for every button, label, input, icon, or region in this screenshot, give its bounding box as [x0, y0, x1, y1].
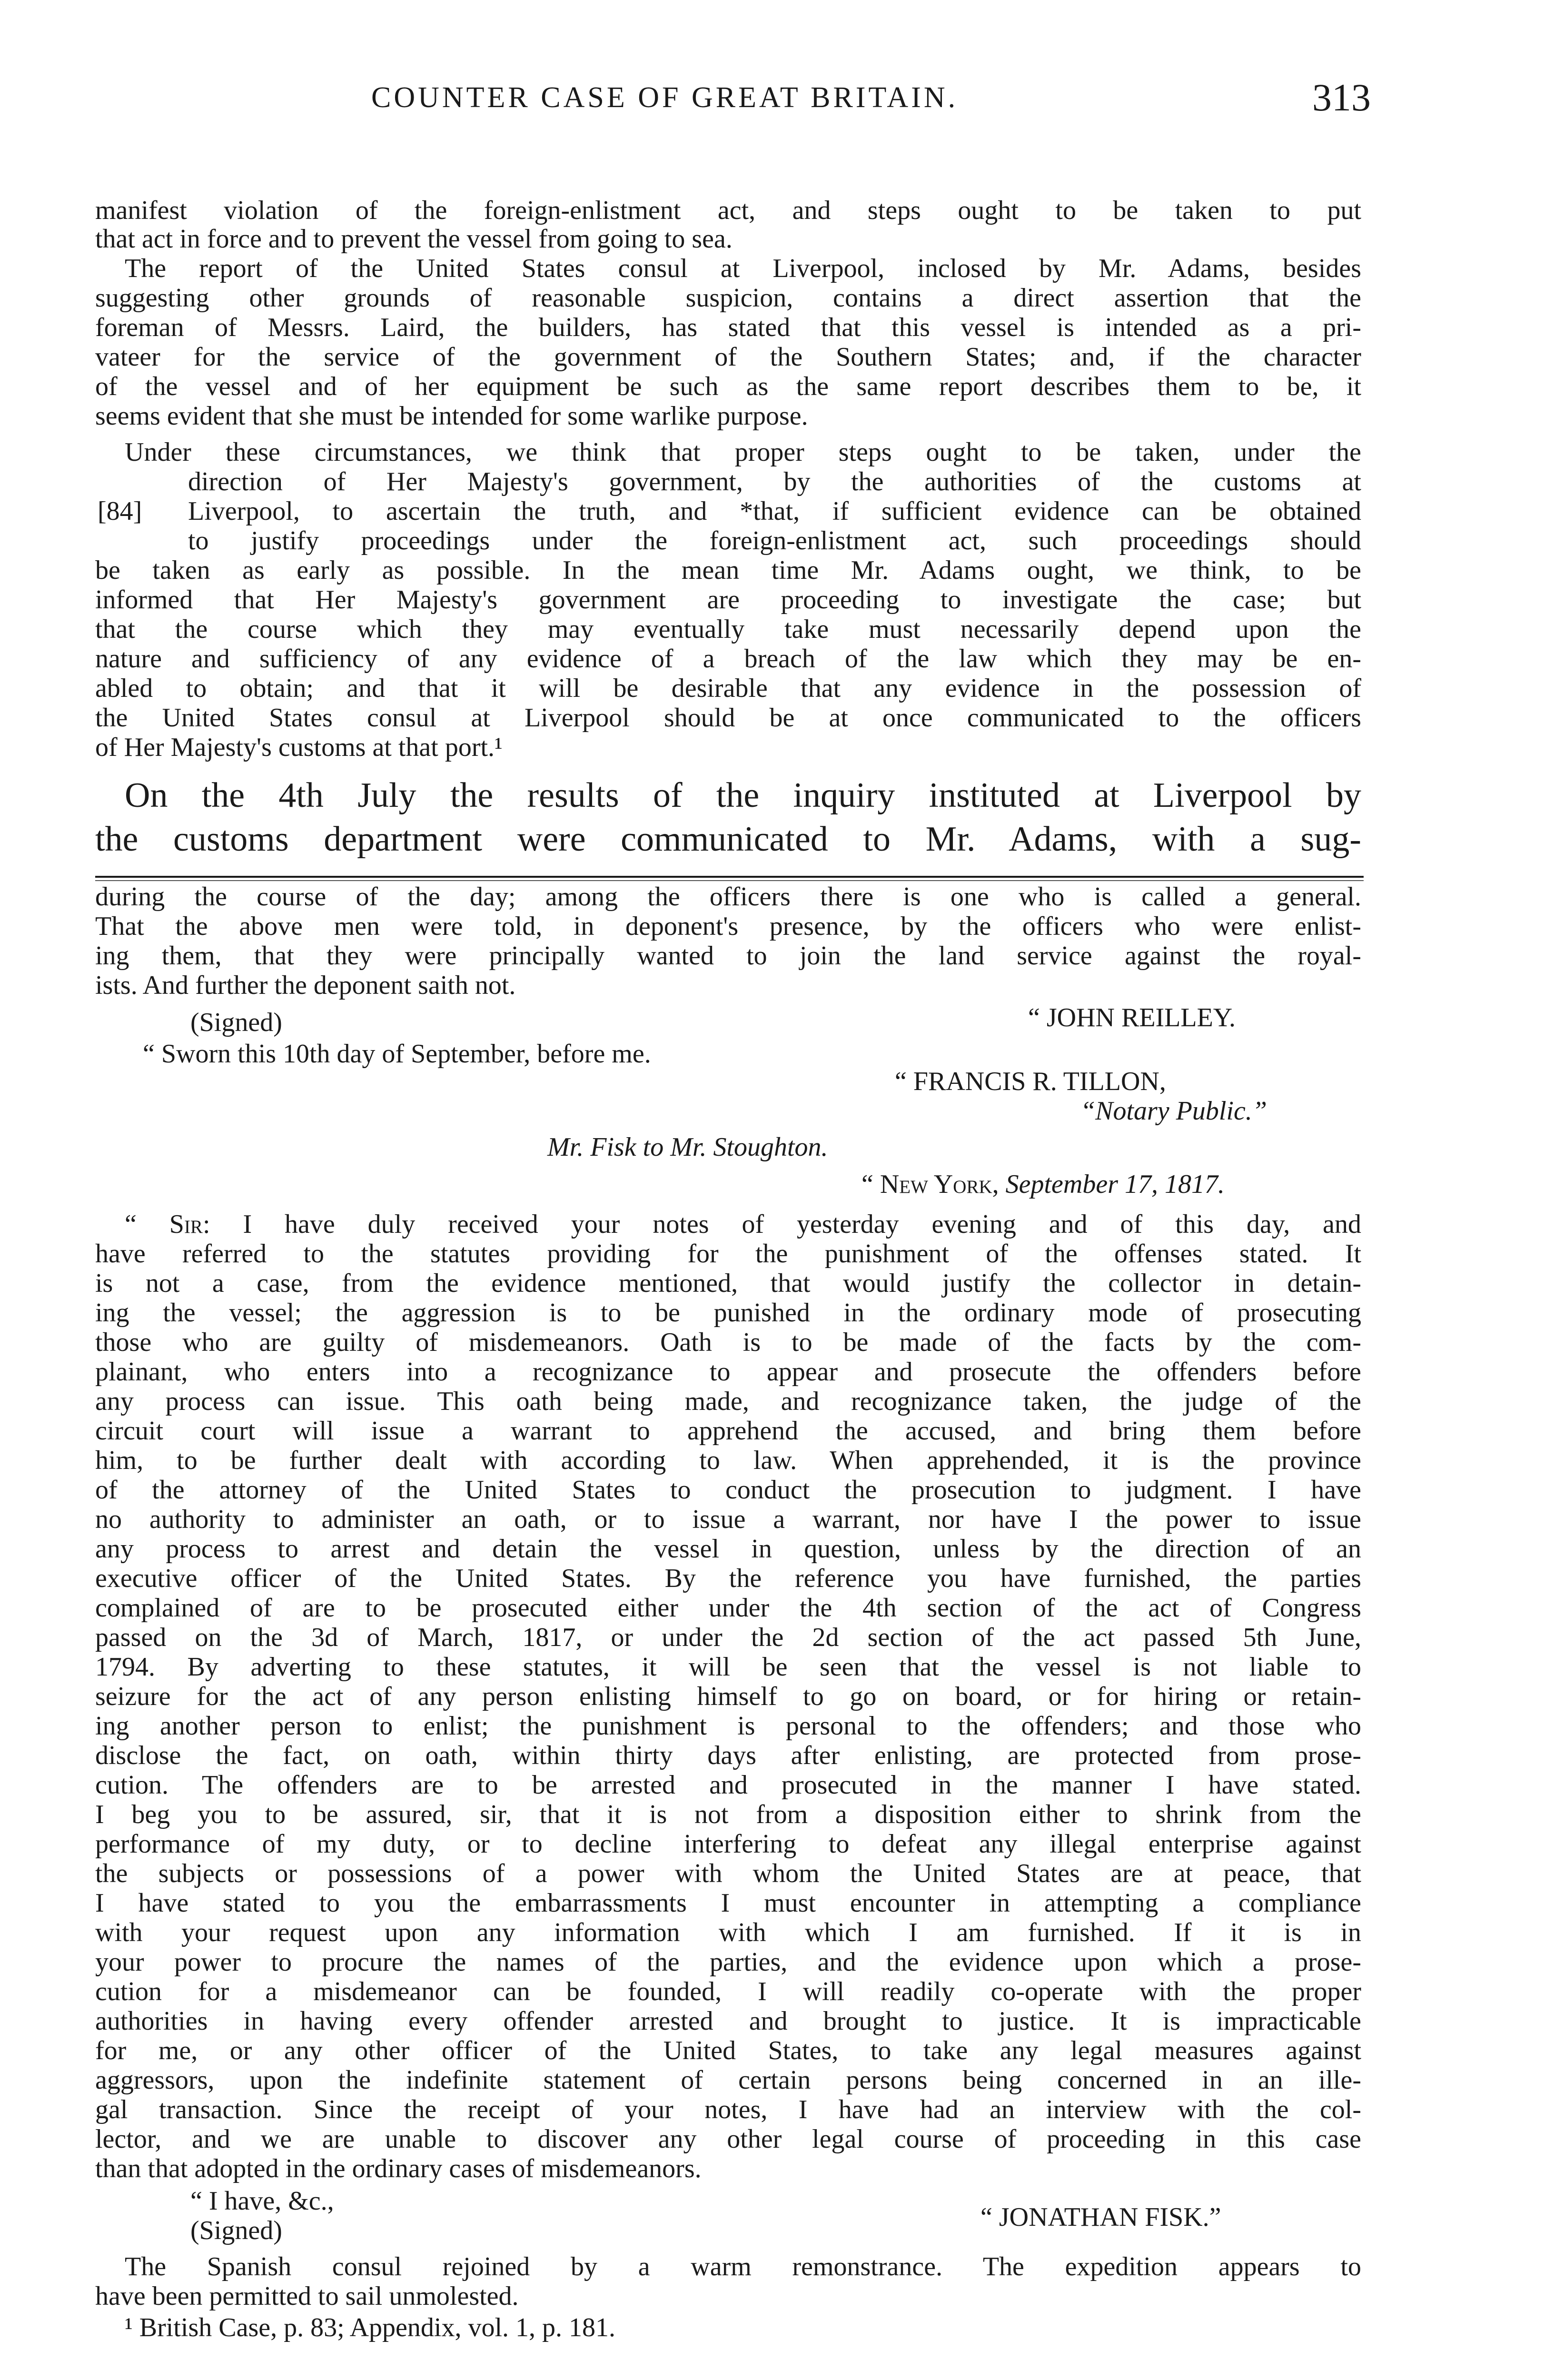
- letter-heading: Mr. Fisk to Mr. Stoughton.: [547, 1132, 828, 1162]
- text-line: the United States consul at Liverpool should be at once communicated to the officers: [95, 703, 1361, 733]
- text-line: Liverpool, to ascertain the truth, and *that, if sufficient evidence can be obtained: [188, 496, 1361, 526]
- text-line: have referred to the statutes providing for the punishment of the offenses stated. It: [95, 1239, 1361, 1269]
- running-title: COUNTER CASE OF GREAT BRITAIN.: [371, 81, 959, 114]
- text-line: that the course which they may eventually take must necessarily depend upon the: [95, 615, 1361, 644]
- text-line: disclose the fact, on oath, within thirty days after enlisting, are protected from prose-: [95, 1741, 1361, 1770]
- text-line: passed on the 3d of March, 1817, or under the 2d section of the act passed 5th June,: [95, 1623, 1361, 1652]
- text-line: the subjects or possessions of a power with whom the United States are at peace, that: [95, 1859, 1361, 1888]
- text-line: suggesting other grounds of reasonable suspicion, contains a direct assertion that the: [95, 283, 1361, 313]
- text-line: him, to be further dealt with according to law. When apprehended, it is the province: [95, 1446, 1361, 1475]
- signed-label: (Signed): [190, 1008, 282, 1037]
- dateline-date: September 17, 1817.: [1005, 1170, 1225, 1199]
- text-line: be taken as early as possible. In the mean time Mr. Adams ought, we think, to be: [95, 555, 1361, 585]
- text-line: seems evident that she must be intended for some warlike purpose.: [95, 401, 808, 431]
- text-line: aggressors, upon the indefinite statement of certain persons being concerned in an ille-: [95, 2065, 1361, 2095]
- text-line: That the above men were told, in deponent's presence, by the officers who were enlist-: [95, 912, 1361, 941]
- salutation: “ Sir:: [125, 1210, 210, 1239]
- signed-label: (Signed): [190, 2216, 282, 2245]
- page-number: 313: [1312, 76, 1371, 119]
- margin-reference: [84]: [98, 496, 142, 526]
- text-line: performance of my duty, or to decline interfering to defeat any illegal enterprise against: [95, 1829, 1361, 1859]
- text-line: your power to procure the names of the parties, and the evidence upon which a prose-: [95, 1947, 1361, 1977]
- text-line: no authority to administer an oath, or to issue a warrant, nor have I the power to issue: [95, 1505, 1361, 1534]
- text-line: have been permitted to sail unmolested.: [95, 2281, 519, 2311]
- text-line: foreman of Messrs. Laird, the builders, has stated that this vessel is intended as a pri-: [95, 313, 1361, 342]
- text-line: any process can issue. This oath being made, and recognizance taken, the judge of the: [95, 1387, 1361, 1416]
- text-line: that act in force and to prevent the vessel from going to sea.: [95, 224, 732, 254]
- text-line: seizure for the act of any person enlisting himself to go on board, or for hiring or retain-: [95, 1682, 1361, 1711]
- text-line: cution. The offenders are to be arrested and prosecuted in the manner I have stated.: [95, 1770, 1361, 1800]
- text-line: The report of the United States consul at Liverpool, inclosed by Mr. Adams, besides: [125, 254, 1361, 283]
- footnote: ¹ British Case, p. 83; Appendix, vol. 1, p. 181.: [125, 2313, 615, 2342]
- letter-dateline: “ New York, September 17, 1817.: [861, 1170, 1225, 1199]
- text-line: cution for a misdemeanor can be founded, I will readily co-operate with the proper: [95, 1977, 1361, 2006]
- section-rule: [95, 876, 1364, 878]
- text-line: of the attorney of the United States to conduct the prosecution to judgment. I have: [95, 1475, 1361, 1505]
- text-line: gal transaction. Since the receipt of your notes, I have had an interview with the col-: [95, 2095, 1361, 2124]
- text-line: any process to arrest and detain the vessel in question, unless by the direction of an: [95, 1534, 1361, 1564]
- text-line: The Spanish consul rejoined by a warm remonstrance. The expedition appears to: [125, 2252, 1361, 2281]
- text-line: of Her Majesty's customs at that port.¹: [95, 733, 503, 762]
- text-line: than that adopted in the ordinary cases of misdemeanors.: [95, 2154, 702, 2183]
- text-line: circuit court will issue a warrant to apprehend the accused, and bring them before: [95, 1416, 1361, 1446]
- text-line: ing them, that they were principally wanted to join the land service against the royal-: [95, 941, 1361, 971]
- text-line: during the course of the day; among the officers there is one who is called a general.: [95, 882, 1361, 912]
- text-line: executive officer of the United States. By the reference you have furnished, the parties: [95, 1564, 1361, 1593]
- text-line: nature and sufficiency of any evidence of a breach of the law which they may be en-: [95, 644, 1361, 674]
- text-line: On the 4th July the results of the inquiry instituted at Liverpool by: [125, 776, 1361, 815]
- notary-title: “Notary Public.”: [1080, 1096, 1267, 1126]
- text-line: the customs department were communicated to Mr. Adams, with a sug-: [95, 820, 1361, 859]
- text-line: of the vessel and of her equipment be such as the same report describes them to be, it: [95, 372, 1361, 401]
- text-line: informed that Her Majesty's government are proceeding to investigate the case; but: [95, 585, 1361, 615]
- section-rule-thin: [95, 880, 1364, 881]
- text-line: direction of Her Majesty's government, by the authorities of the customs at: [188, 467, 1361, 496]
- text-line: those who are guilty of misdemeanors. Oath is to be made of the facts by the com-: [95, 1328, 1361, 1357]
- text-line: Under these circumstances, we think that proper steps ought to be taken, under the: [125, 437, 1361, 467]
- text-line: vateer for the service of the government of the Southern States; and, if the character: [95, 342, 1361, 372]
- letter-closing: “ I have, &c.,: [190, 2186, 334, 2216]
- signer-name: “ JONATHAN FISK.”: [980, 2202, 1221, 2232]
- text-line: plainant, who enters into a recognizance to appear and prosecute the offenders before: [95, 1357, 1361, 1387]
- text-line: with your request upon any information with which I am furnished. If it is in: [95, 1918, 1361, 1947]
- sworn-line: “ Sworn this 10th day of September, before me.: [143, 1039, 651, 1069]
- running-head: [95, 76, 1371, 133]
- text-line: authorities in having every offender arrested and brought to justice. It is impracticable: [95, 2006, 1361, 2036]
- text-line: abled to obtain; and that it will be desirable that any evidence in the possession of: [95, 674, 1361, 703]
- text-line: complained of are to be prosecuted either under the 4th section of the act of Congress: [95, 1593, 1361, 1623]
- text-line: I beg you to be assured, sir, that it is not from a disposition either to shrink from the: [95, 1800, 1361, 1829]
- text-line: ing the vessel; the aggression is to be punished in the ordinary mode of prosecuting: [95, 1298, 1361, 1328]
- text-line: for me, or any other officer of the United States, to take any legal measures against: [95, 2036, 1361, 2065]
- text-line: I have stated to you the embarrassments I must encounter in attempting a compliance: [95, 1888, 1361, 1918]
- dateline-place: New York,: [880, 1170, 999, 1199]
- text-line: lector, and we are unable to discover any other legal course of proceeding in this case: [95, 2124, 1361, 2154]
- text-line: manifest violation of the foreign-enlistment act, and steps ought to be taken to put: [95, 196, 1361, 225]
- text-line: ists. And further the deponent saith not.: [95, 971, 516, 1000]
- signer-name: “ JOHN REILLEY.: [1028, 1003, 1236, 1032]
- text-line: ing another person to enlist; the punishment is personal to the offenders; and those who: [95, 1711, 1361, 1741]
- text-line: [125, 1209, 1361, 1240]
- letter-line: I have duly received your notes of yesterday evening and of this day, and: [243, 1210, 1361, 1239]
- notary-name: “ FRANCIS R. TILLON,: [895, 1067, 1166, 1096]
- text-line: is not a case, from the evidence mentioned, that would justify the collector in detain-: [95, 1269, 1361, 1298]
- text-line: to justify proceedings under the foreign-enlistment act, such proceedings should: [188, 526, 1361, 555]
- text-line: 1794. By adverting to these statutes, it will be seen that the vessel is not liable to: [95, 1652, 1361, 1682]
